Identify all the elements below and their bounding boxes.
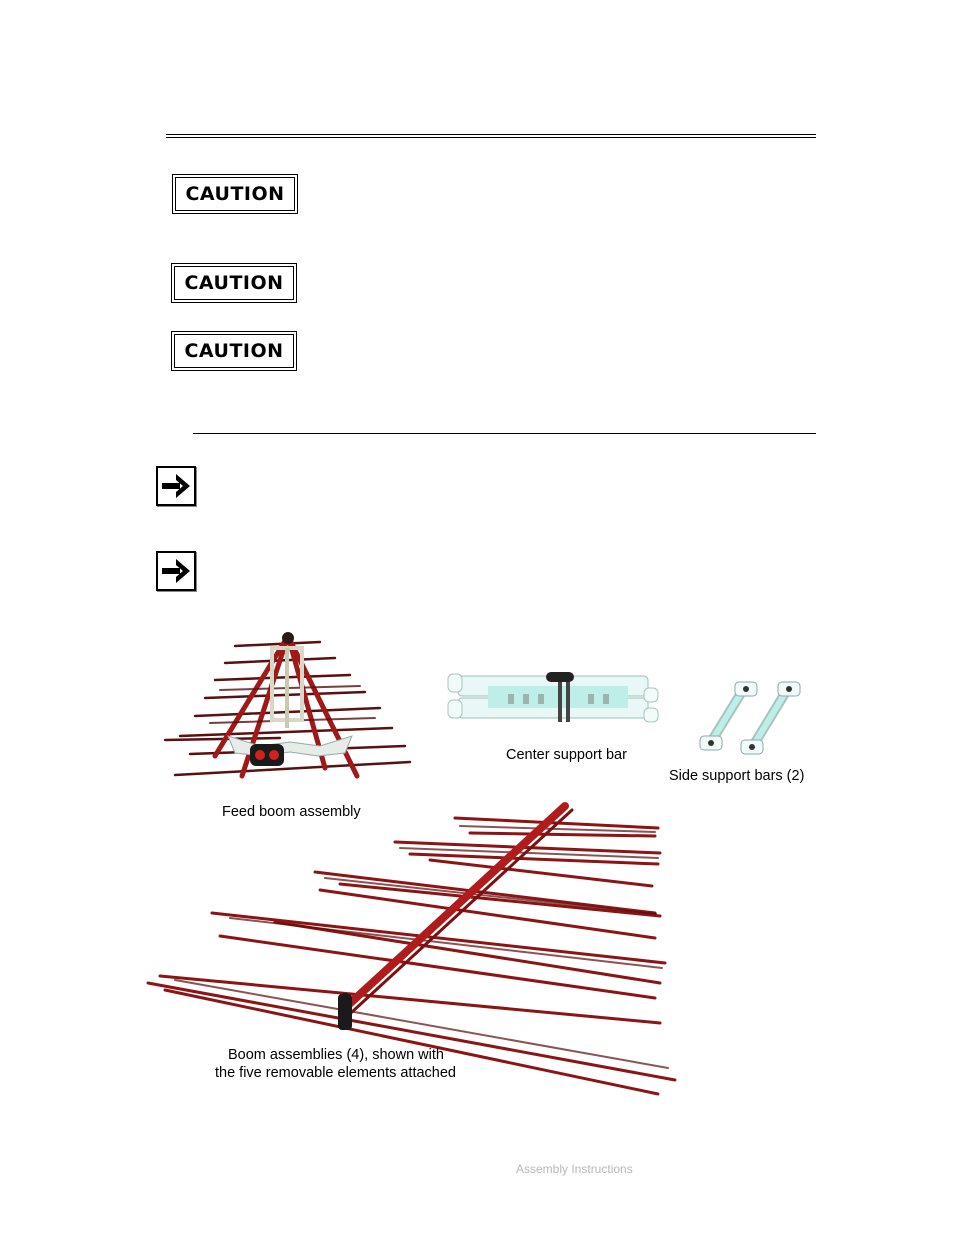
center-support-bar-illustration	[448, 668, 660, 740]
side-support-bars-illustration	[695, 680, 810, 762]
boom-caption-line-1: Boom assemblies (4), shown with	[228, 1047, 444, 1063]
center-support-caption: Center support bar	[506, 747, 627, 763]
feed-boom-caption: Feed boom assembly	[222, 804, 361, 820]
section-rule-middle	[193, 433, 816, 434]
right-arrow-icon	[161, 473, 191, 499]
caution-label-2: CAUTION	[171, 263, 297, 303]
caution-label-1: CAUTION	[172, 174, 298, 214]
right-arrow-icon	[161, 558, 191, 584]
side-support-caption: Side support bars (2)	[669, 768, 805, 784]
caution-label-3: CAUTION	[171, 331, 297, 371]
section-rule-top	[166, 134, 816, 138]
note-arrow-icon-2	[156, 551, 196, 591]
feed-boom-illustration	[160, 628, 420, 798]
note-arrow-icon-1	[156, 466, 196, 506]
boom-caption-line-2: the five removable elements attached	[215, 1065, 456, 1081]
page-footer: Assembly Instructions	[516, 1162, 633, 1176]
